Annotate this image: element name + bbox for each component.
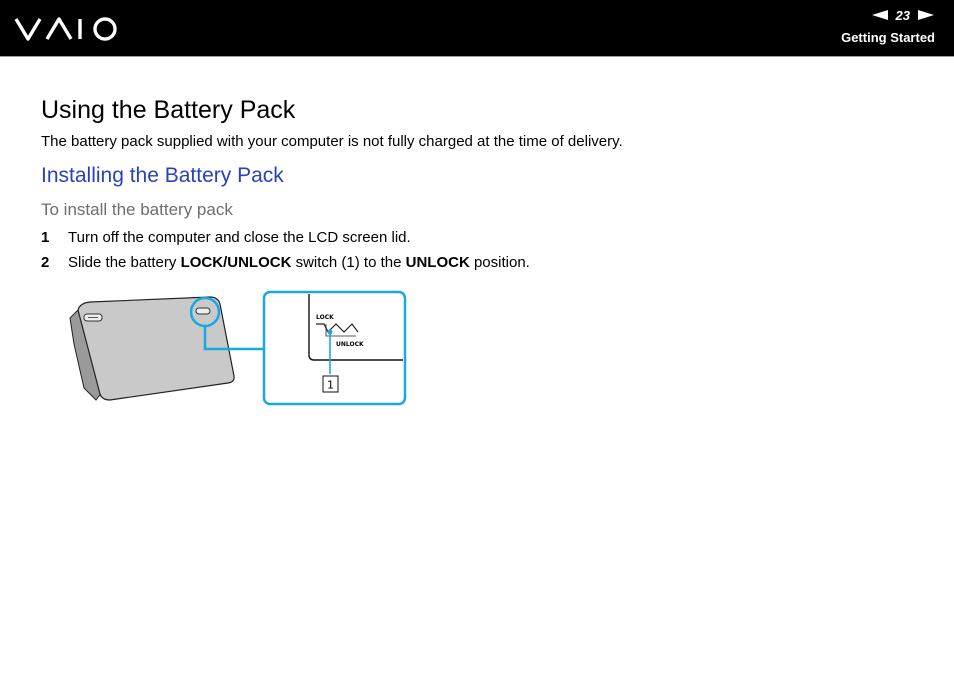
previous-page-icon[interactable] — [872, 10, 888, 20]
next-page-icon[interactable] — [918, 10, 934, 20]
callout-number: 1 — [327, 378, 334, 392]
step-number: 2 — [41, 254, 50, 271]
page-number: 23 — [895, 7, 910, 23]
step-text: Turn off the computer and close the LCD screen lid. — [68, 229, 411, 246]
unlock-label: UNLOCK — [336, 341, 364, 348]
battery-illustration — [60, 288, 410, 408]
lock-label: LOCK — [316, 314, 334, 321]
page-navigation — [872, 7, 934, 23]
section-title: Getting Started — [841, 30, 935, 45]
procedure-heading: To install the battery pack — [41, 200, 233, 219]
step-text: Slide the battery LOCK/UNLOCK switch (1) to the UNLOCK position. — [68, 254, 530, 271]
section-subtitle: Installing the Battery Pack — [41, 164, 284, 187]
lock-unlock-label: LOCK/UNLOCK — [180, 254, 292, 271]
page-header — [0, 0, 954, 57]
step-number: 1 — [41, 229, 50, 246]
intro-paragraph: The battery pack supplied with your computer is not fully charged at the time of delivery. — [41, 133, 623, 150]
vaio-logo — [14, 16, 120, 42]
page-title: Using the Battery Pack — [41, 96, 296, 124]
unlock-label: UNLOCK — [405, 254, 470, 271]
